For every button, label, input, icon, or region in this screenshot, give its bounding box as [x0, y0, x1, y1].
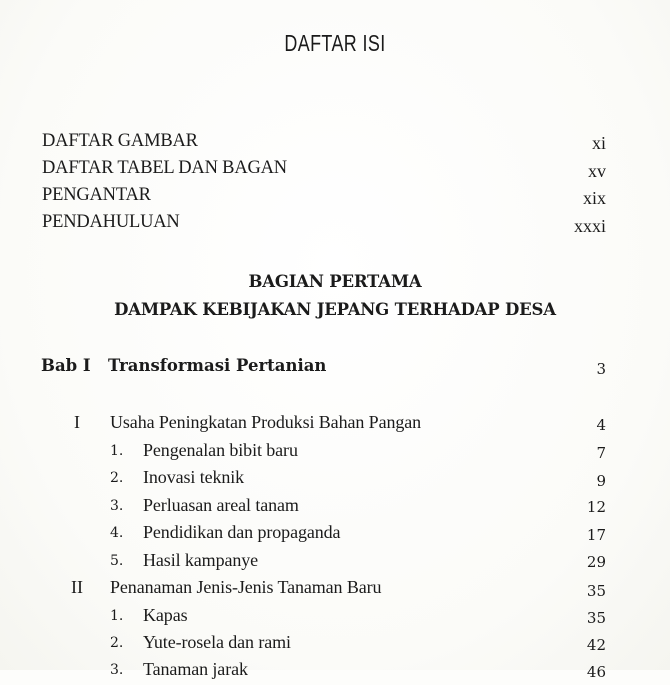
item-number: 1.: [110, 443, 124, 459]
toc-entry-chapter: [0, 356, 670, 382]
toc-entry-item: [0, 440, 670, 466]
item-number: 4.: [110, 525, 124, 541]
item-title: Hasil kampanye: [143, 550, 259, 570]
item-number: 3.: [110, 662, 124, 678]
item-page: 7: [596, 444, 606, 462]
section-page: 35: [586, 582, 606, 600]
item-title: Pendidikan dan propaganda: [143, 522, 341, 542]
item-number: 5.: [110, 553, 124, 569]
entry-label: PENDAHULUAN: [42, 212, 180, 232]
section-title: Penanaman Jenis-Jenis Tanaman Baru: [110, 577, 382, 597]
toc-entry-item-clipped: [0, 659, 670, 685]
toc-entry-item: [0, 605, 670, 631]
entry-page: xv: [588, 161, 606, 181]
item-title: Perluasan areal tanam: [143, 495, 299, 515]
item-page: 35: [586, 609, 606, 627]
toc-entry-item: [0, 467, 670, 493]
toc-entry-front-matter: [0, 158, 670, 184]
entry-label: DAFTAR GAMBAR: [42, 131, 198, 151]
part-heading: BAGIAN PERTAMA: [248, 272, 422, 291]
toc-entry-item: [0, 495, 670, 521]
item-title: Kapas: [143, 605, 188, 625]
item-title: Inovasi teknik: [143, 467, 245, 487]
item-number: 1.: [110, 608, 124, 624]
item-page: 42: [586, 636, 606, 654]
entry-label: PENGANTAR: [42, 185, 151, 205]
item-title: Yute-rosela dan rami: [143, 632, 291, 652]
item-title: Tanaman jarak: [143, 659, 248, 679]
section-number: I: [74, 412, 80, 432]
toc-entry-front-matter: [0, 185, 670, 211]
toc-entry-item: [0, 550, 670, 576]
toc-entry-section: [0, 577, 670, 603]
section-page: 4: [596, 416, 606, 434]
item-number: 2.: [110, 635, 124, 651]
item-page: 29: [586, 553, 606, 571]
item-page: 9: [596, 472, 606, 490]
toc-entry-item: [0, 522, 670, 548]
part-subtitle: DAMPAK KEBIJAKAN JEPANG TERHADAP DESA: [114, 300, 556, 319]
toc-entry-item: [0, 632, 670, 658]
item-title: Pengenalan bibit baru: [143, 440, 298, 460]
chapter-number: Bab I: [41, 356, 91, 375]
item-page: 17: [586, 526, 606, 544]
toc-entry-front-matter: [0, 212, 670, 238]
chapter-page: 3: [596, 360, 606, 378]
toc-entry-section: [0, 412, 670, 438]
section-number: II: [71, 577, 83, 597]
entry-page: xi: [591, 133, 606, 153]
item-number: 3.: [110, 498, 124, 514]
chapter-title: Transformasi Pertanian: [108, 356, 327, 375]
entry-page: xix: [582, 188, 606, 208]
entry-label: DAFTAR TABEL DAN BAGAN: [42, 158, 287, 178]
item-page: 46: [586, 663, 606, 681]
entry-page: xxxi: [573, 216, 606, 236]
item-number: 2.: [110, 470, 124, 486]
section-title: Usaha Peningkatan Produksi Bahan Pangan: [110, 412, 422, 432]
toc-entry-front-matter: [0, 131, 670, 157]
page-title: DAFTAR ISI: [284, 30, 386, 56]
item-page: 12: [586, 498, 606, 516]
